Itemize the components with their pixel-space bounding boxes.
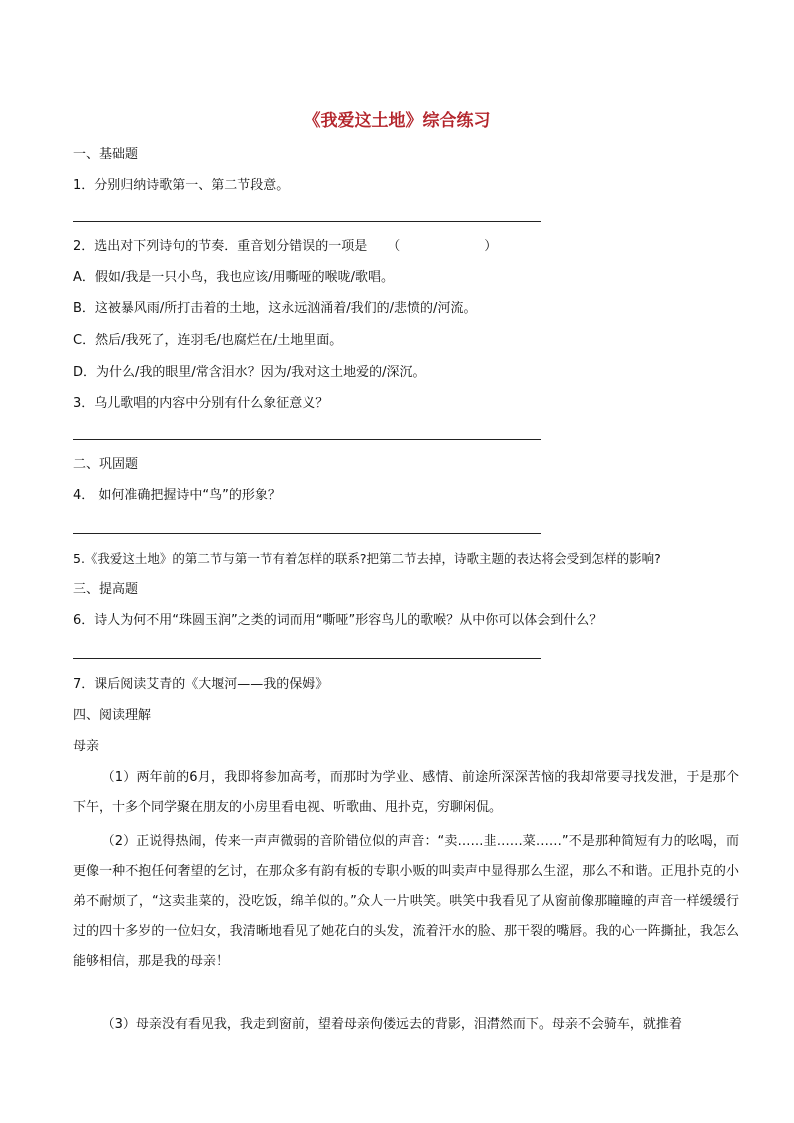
section-heading-reading: 四、阅读理解 [73, 708, 152, 723]
question-3: 3．乌儿歌唱的内容中分别有什么象征意义？ [73, 396, 329, 411]
option-b: B．这被暴风雨/所打击着的土地，这永远汹涌着/我们的/悲愤的/河流。 [73, 301, 477, 316]
question-6: 6．诗人为何不用“珠圆玉润”之类的词而用“嘶哑”形容鸟儿的歌喉？从中你可以体会到什么？ [73, 613, 603, 628]
option-c: C．然后/我死了，连羽毛/也腐烂在/土地里面。 [73, 333, 343, 348]
bracket-close: ） [484, 239, 498, 254]
document-title: 《我爱这土地》综合练习 [303, 111, 491, 131]
bracket-open: （ [387, 239, 401, 254]
reading-paragraph-3: （3）母亲没有看见我，我走到窗前，望着母亲佝偻远去的背影，泪潸然而下。母亲不会骑车，就推着 [101, 1017, 682, 1032]
answer-bracket[interactable] [367, 238, 497, 256]
question-2-text: 2．选出对下列诗句的节奏．重音划分错误的一项是 [73, 239, 368, 254]
question-1: 1．分别归纳诗歌第一、第二节段意。 [73, 178, 290, 193]
question-5: 5.《我爱这土地》的第二节与第一节有着怎样的联系?把第二节去掉，诗歌主题的表达将会受到怎样的影响? [73, 551, 661, 566]
section-heading-basic: 一、基础题 [73, 147, 139, 162]
section-heading-consolidate: 二、巩固题 [73, 457, 139, 472]
reading-paragraph-1: （1）两年前的6月，我即将参加高考，而那时为学业、感情、前途所深深苦恼的我却常要寻找发泄，于是那个下午，十多个同学聚在朋友的小房里看电视、听歌曲、甩扑克，穷聊闲侃。 [73, 770, 739, 815]
option-a: A．假如/我是一只小鸟，我也应该/用嘶哑的喉咙/歌唱。 [73, 270, 395, 285]
answer-line-3[interactable] [73, 439, 541, 440]
question-4: 4． 如何准确把握诗中“鸟”的形象？ [73, 488, 281, 503]
reading-paragraph-2: （2）正说得热闹，传来一声声微弱的音阶错位似的声音：“卖……韭……菜……”不是那种简短有力的吆喝，而更像一种不抱任何奢望的乞讨，在那众多有韵有板的专职小贩的叫卖声中显得那么生涩，那么不和谐。正甩扑克的小弟不耐烦了，“这卖韭菜的，没吃饭，绵羊似的。”众人一片哄笑。哄笑中我看见了从窗前像那瞳瞳的声音一样缓缓行过的四十多岁的一位妇女，我清晰地看见了她花白的头发，流着汗水的脸、那干裂的嘴唇。我的心一阵撕扯，我怎么能够相信，那是我的母亲！ [73, 834, 739, 969]
answer-line-4[interactable] [73, 533, 541, 534]
question-7: 7．课后阅读艾青的《大堰河——我的保姆》 [73, 677, 329, 692]
answer-line-1[interactable] [73, 221, 541, 222]
answer-line-6[interactable] [73, 658, 541, 659]
option-d: D．为什么/我的眼里/常含泪水？因为/我对这土地爱的/深沉。 [73, 365, 426, 380]
question-2 [73, 238, 763, 256]
reading-title: 母亲 [73, 739, 100, 754]
section-heading-advanced: 三、提高题 [73, 582, 139, 597]
